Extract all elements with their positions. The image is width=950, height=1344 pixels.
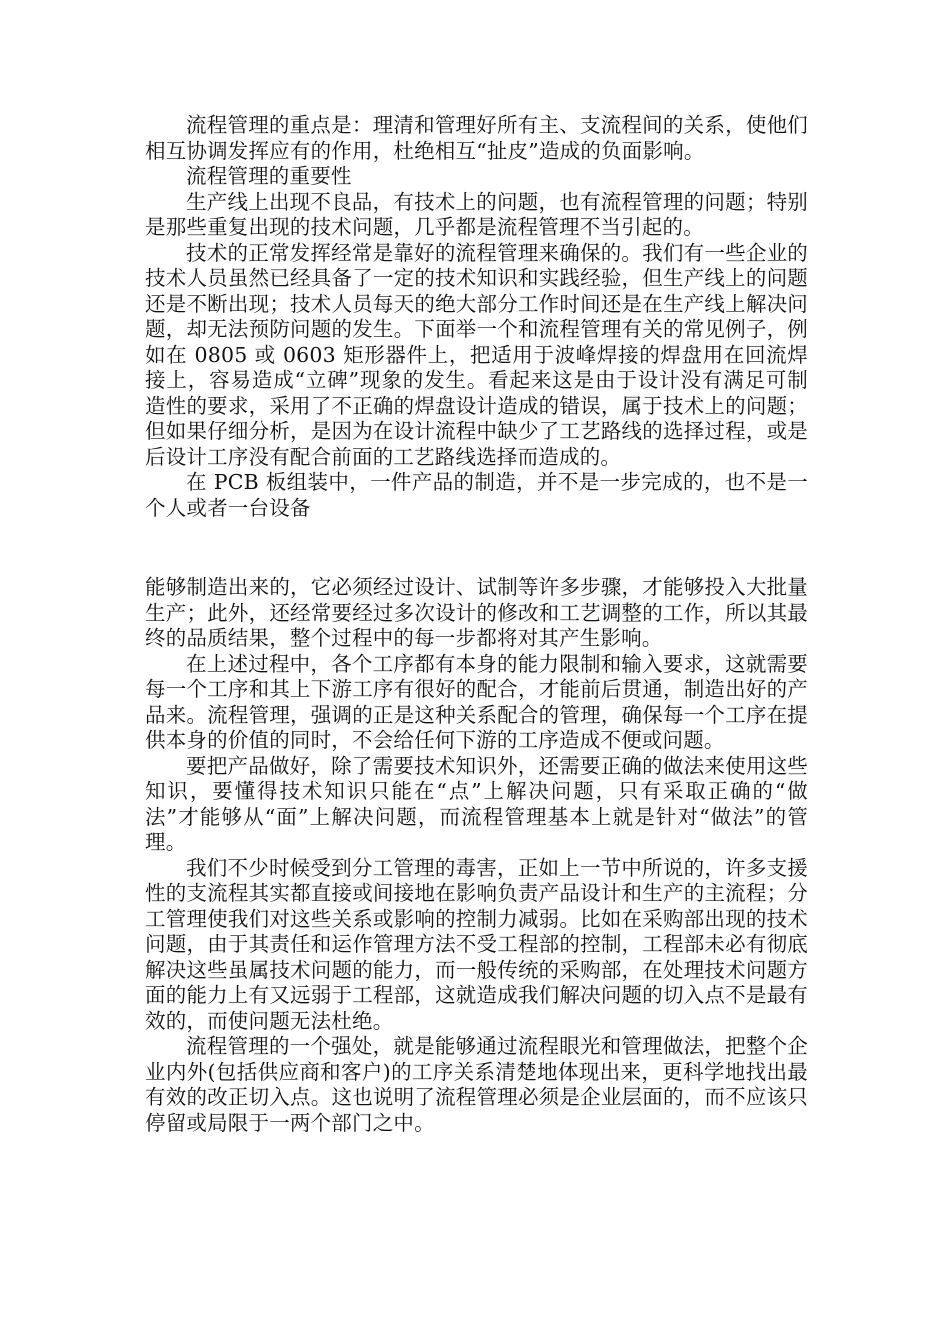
heading-importance: 流程管理的重要性 <box>186 164 352 188</box>
paragraph-strength-of-flow-management: 流程管理的一个强处，就是能够通过流程眼光和管理做法，把整个企业内外(包括供应商和客户)的工序关系清楚地体现出来，更科学地找出最有效的改正切入点。这也说明了流程管理必须是企业层面的，而不应该只停留或局限于一两个部门之中。 <box>145 1034 808 1135</box>
paragraph-division-of-labor: 我们不少时候受到分工管理的毒害，正如上一节中所说的，许多支援性的支流程其实都直接或间接地在影响负责产品设计和生产的主流程；分工管理使我们对这些关系或影响的控制力减弱。比如在采购部出现的技术问题，由于其责任和运作管理方法不受工程部的控制，工程部未必有彻底解决这些虽属技术问题的能力，而一般传统的采购部，在处理技术问题方面的能力上有又远弱于工程部，这就造成我们解决问题的切入点不是最有效的，而使问题无法杜绝。 <box>145 855 808 1033</box>
paragraph-defects: 生产线上出现不良品，有技术上的问题，也有流程管理的问题；特别是那些重复出现的技术问题，几乎都是流程管理不当引起的。 <box>145 189 808 239</box>
paragraph-process-cooperation: 在上述过程中，各个工序都有本身的能力限制和输入要求，这就需要每一个工序和其上下游工序有很好的配合，才能前后贯通，制造出好的产品来。流程管理，强调的正是这种关系配合的管理，确保每一个工序在提供本身的价值的同时，不会给任何下游的工序造成不便或问题。 <box>145 651 808 752</box>
paragraph-technical-performance: 技术的正常发挥经常是靠好的流程管理来确保的。我们有一些企业的技术人员虽然已经具备了一定的技术知识和实践经验，但生产线上的问题还是不断出现；技术人员每天的绝大部分工作时间还是在生产线上解决问题，却无法预防问题的发生。下面举一个和流程管理有关的常见例子，例如在 0805 或 0603 矩形器件上，把适用于波峰焊接的焊盘用在回流焊接上，容易造成“立碑”现象的发生。看起来这是由于设计没有满足可制造性的要求，采用了不正确的焊盘设计造成的错误，属于技术上的问题；但如果仔细分析，是因为在设计流程中缺少了工艺路线的选择过程，或是后设计工序没有配合前面的工艺路线选择而造成的。 <box>145 240 808 469</box>
paragraph-pcb-assembly-continued: 能够制造出来的，它必须经过设计、试制等许多步骤，才能够投入大批量生产；此外，还经常要经过多次设计的修改和工艺调整的工作，所以其最终的品质结果，整个过程中的每一步都将对其产生影响。 <box>145 575 808 650</box>
document-body <box>145 113 808 1136</box>
paragraph-pcb-assembly: 在 PCB 板组装中，一件产品的制造，并不是一步完成的，也不是一个人或者一台设备 <box>145 470 808 520</box>
paragraph-flow-management-focus: 流程管理的重点是：理清和管理好所有主、支流程间的关系，使他们相互协调发挥应有的作用，杜绝相互“扯皮”造成的负面影响。 <box>145 113 808 163</box>
page-break-gap <box>145 521 808 575</box>
paragraph-right-methods: 要把产品做好，除了需要技术知识外，还需要正确的做法来使用这些知识，要懂得技术知识只能在“点”上解决问题，只有采取正确的“做法”才能够从“面”上解决问题，而流程管理基本上就是针对“做法”的管理。 <box>145 753 808 854</box>
